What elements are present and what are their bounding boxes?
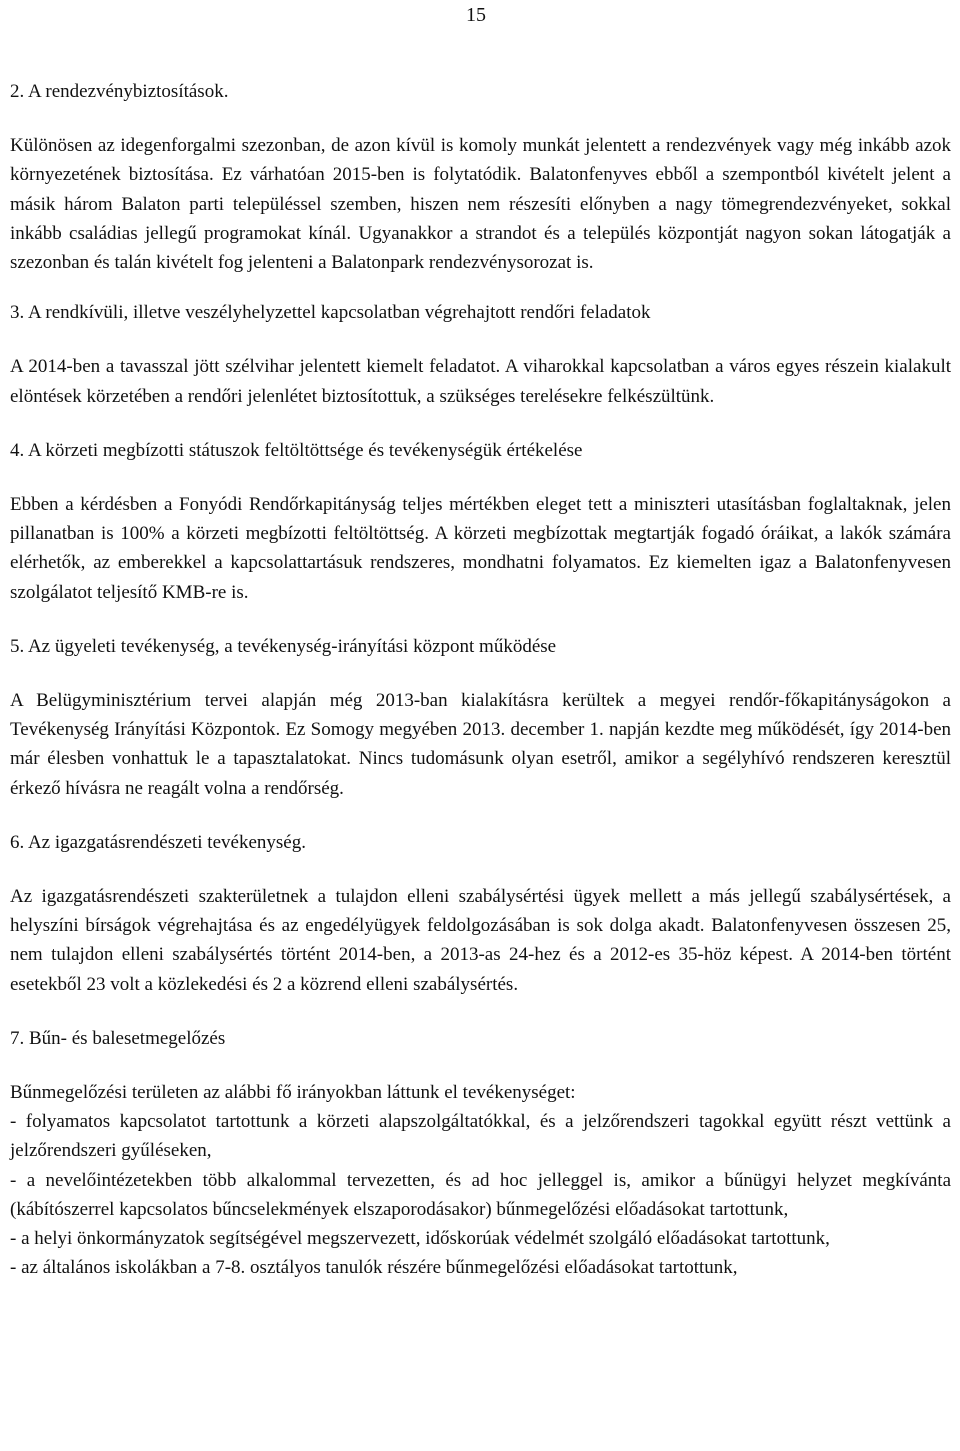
- section-paragraph-6: Az igazgatásrendészeti szakterületnek a tulajdon elleni szabálysértési ügyek mellett a más jellegű szabálysértések, a helyszíni bírságok végrehajtása és az engedélyügyek feldolgozásában is sok dolga akadt. Balatonfenyvesen összesen 25, nem tulajdon elleni szabálysértés történt 2014-ben, a 2013-as 24-hez és a 2012-es 35-höz képest. A 2014-ben történt esetekből 23 volt a közlekedési és 2 a közrend elleni szabálysértés.: [10, 886, 951, 995]
- section-paragraph-4: Ebben a kérdésben a Fonyódi Rendőrkapitányság teljes mértékben eleget tett a miniszteri utasításban foglaltaknak, jelen pillanatban is 100% a körzeti megbízotti feltöltöttség. A körzeti megbízottak megtartják fogadó óráikat, a lakók számára elérhetők, az emberekkel a kapcsolattartásuk rendszeres, mondhatni folyamatos. Ez kiemelten igaz a Balatonfenyvesen szolgálatot teljesítő KMB-re is.: [10, 494, 951, 603]
- list-item: - a helyi önkormányzatok segítségével megszervezett, időskorúak védelmét szolgáló előadásokat tartottunk,: [10, 1228, 830, 1250]
- section-heading-5: 5. Az ügyeleti tevékenység, a tevékenység-irányítási központ működése: [10, 635, 557, 657]
- list-item: - a nevelőintézetekben több alkalommal tervezetten, és ad hoc jelleggel is, amikor a bűnügyi helyzet megkívánta (kábítószerrel kapcsolatos bűncselekmények elszaporodásakor) bűnmegelőzési előadásokat tartottunk,: [10, 1169, 951, 1220]
- section-heading-4: 4. A körzeti megbízotti státuszok feltöltöttsége és tevékenységük értékelése: [10, 439, 583, 461]
- section-heading-3: 3. A rendkívüli, illetve veszélyhelyzettel kapcsolatban végrehajtott rendőri feladatok: [10, 302, 651, 324]
- section-paragraph-5: A Belügyminisztérium tervei alapján még 2013-ban kialakításra kerültek a megyei rendőr-főkapitányságokon a Tevékenység Irányítási Központok. Ez Somogy megyében 2013. december 1. napján kezdte meg működését, így 2014-ben már élesben vonhattuk le a tapasztalatokat. Nincs tudomásunk olyan esetről, amikor a segélyhívó rendszeren keresztül érkező hívásra ne reagált volna a rendőrség.: [10, 690, 951, 799]
- section-paragraph-2: Különösen az idegenforgalmi szezonban, de azon kívül is komoly munkát jelentett a rendezvények vagy még inkább azok környezetének biztosítása. Ez várhatóan 2015-ben is folytatódik. Balatonfenyves ebből a szempontból kivételt jelent a másik három Balaton parti településsel szemben, hiszen nem részesíti előnyben a nagy tömegrendezvényeket, sokkal inkább családias jellegű programokat kínál. Ugyanakkor a strandot és a település központját nagyon sokan látogatják a szezonban és talán kivételt fog jelenteni a Balatonpark rendezvénysorozat is.: [10, 135, 951, 274]
- page-number: 15: [466, 4, 486, 26]
- list-item: - folyamatos kapcsolatot tartottunk a körzeti alapszolgáltatókkal, és a jelzőrendszeri tagokkal együtt részt vettünk a jelzőrendszeri gyűléseken,: [10, 1111, 951, 1162]
- section-intro-7: Bűnmegelőzési területen az alábbi fő irányokban láttunk el tevékenységet:: [10, 1082, 576, 1104]
- section-heading-6: 6. Az igazgatásrendészeti tevékenység.: [10, 831, 306, 853]
- document-body: [10, 77, 951, 1283]
- section-heading-7: 7. Bűn- és balesetmegelőzés: [10, 1027, 226, 1049]
- list-item: - az általános iskolákban a 7-8. osztályos tanulók részére bűnmegelőzési előadásokat tartottunk,: [10, 1257, 738, 1279]
- section-paragraph-3: A 2014-ben a tavasszal jött szélvihar jelentett kiemelt feladatot. A viharokkal kapcsolatban a város egyes részein kialakult elöntések körzetében a rendőri jelenlétet biztosítottuk, a szükséges terelésekre felkészültünk.: [10, 356, 951, 407]
- section-heading-2: 2. A rendezvénybiztosítások.: [10, 81, 229, 102]
